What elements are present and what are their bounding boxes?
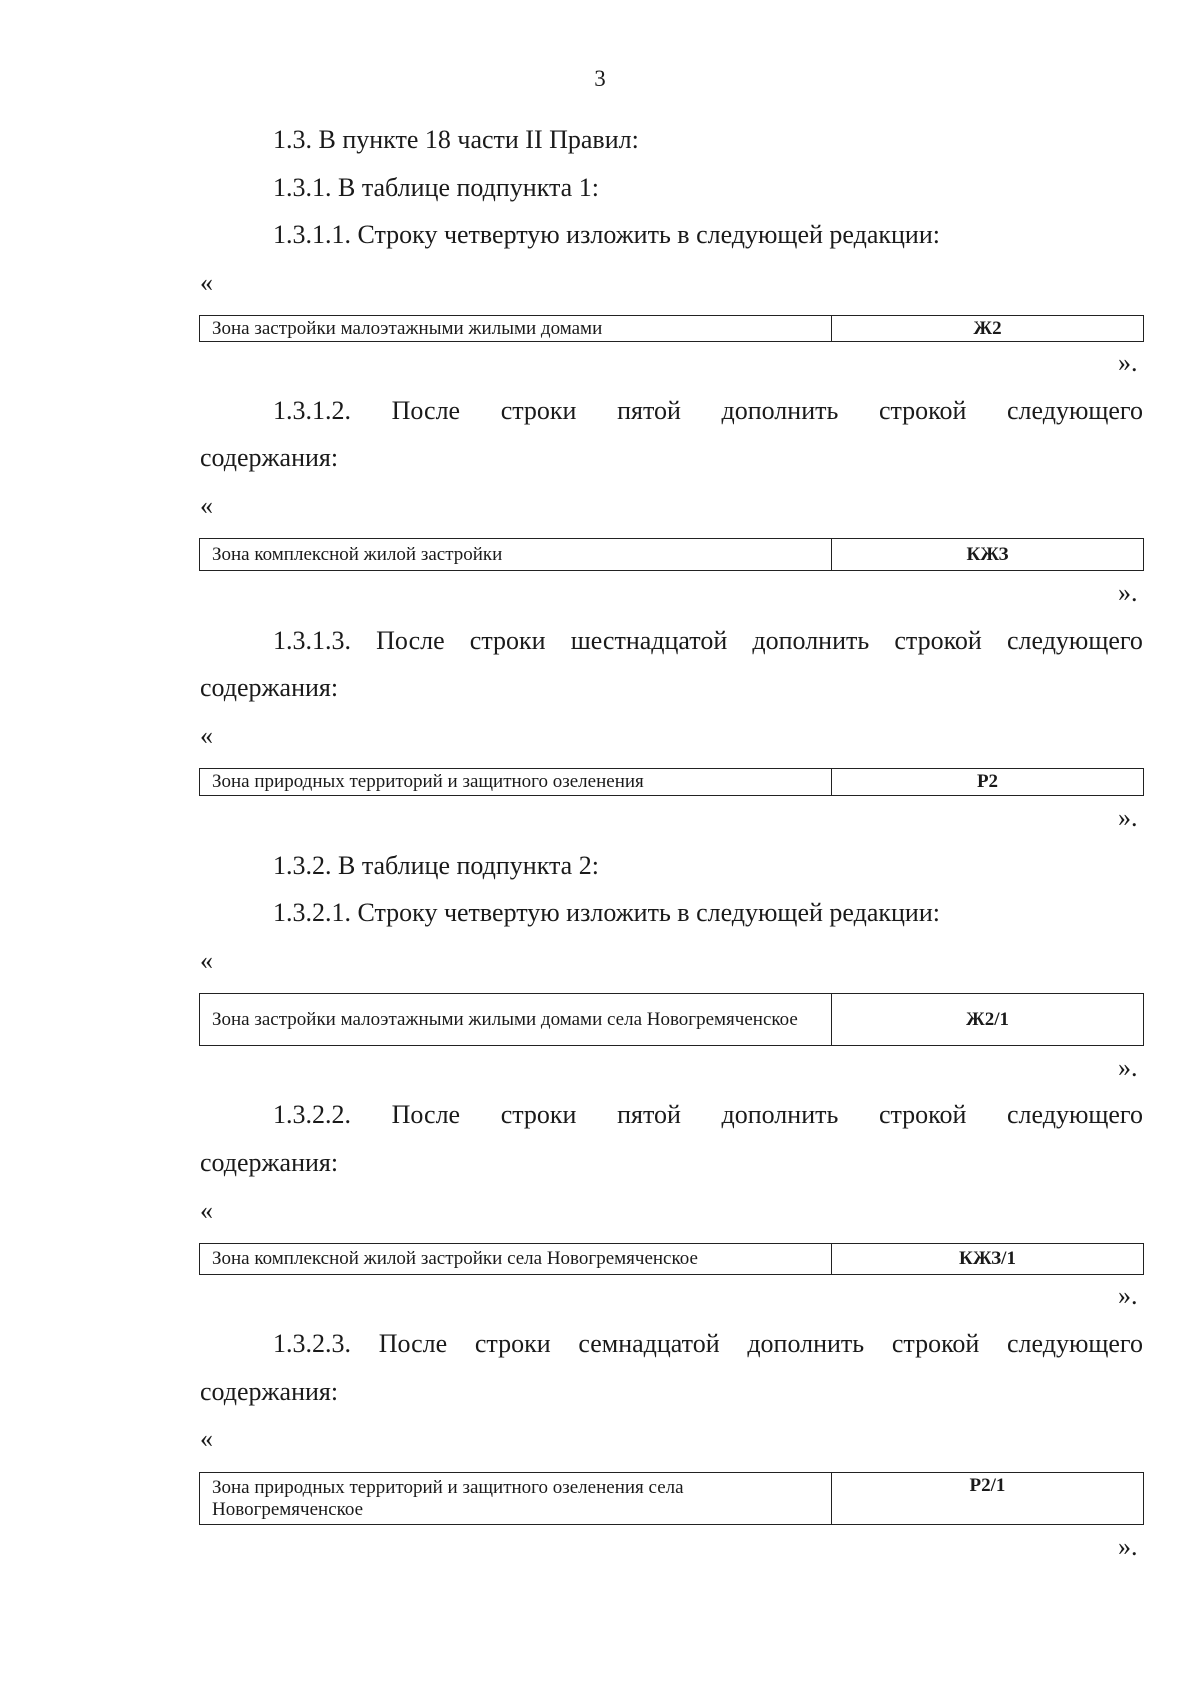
word: строкой (878, 396, 967, 425)
zone-code-cell: Ж2 (973, 317, 1002, 339)
quote-open: « (200, 946, 213, 975)
zone-table-kzhz-1 (199, 1243, 1144, 1275)
word: дополнить (747, 1329, 865, 1358)
word: строкой (891, 1329, 980, 1358)
zone-name-cell: Зона комплексной жилой застройки (200, 539, 832, 570)
zone-name-cell: Зона застройки малоэтажными жилыми домами (200, 316, 832, 341)
word: 1.3.1.3. (273, 626, 351, 655)
zone-table-r2 (199, 768, 1144, 796)
zone-name-cell: Зона застройки малоэтажными жилыми домами села Новогремяченское (200, 994, 832, 1045)
paragraph-1-3-1-3-cont: содержания: (200, 673, 339, 702)
word: строки (500, 1100, 577, 1129)
quote-close: ». (1118, 1532, 1138, 1561)
zone-code-cell: КЖЗ (966, 543, 1009, 565)
word: После (376, 626, 445, 655)
quote-open: « (200, 1424, 213, 1453)
paragraph-1-3-1: 1.3.1. В таблице подпункта 1: (273, 173, 599, 202)
word: 1.3.1.2. (273, 396, 351, 425)
word: пятой (617, 396, 681, 425)
paragraph-1-3: 1.3. В пункте 18 части II Правил: (273, 125, 639, 154)
paragraph-1-3-1-2-cont: содержания: (200, 443, 339, 472)
paragraph-1-3-2-3 (273, 1329, 1143, 1359)
quote-open: « (200, 1196, 213, 1225)
quote-close: ». (1118, 1281, 1138, 1310)
zone-table-r2-1 (199, 1472, 1144, 1525)
word: После (378, 1329, 448, 1358)
zone-code-cell: КЖЗ/1 (959, 1248, 1016, 1269)
zone-table-kzhz (199, 538, 1144, 571)
word: строкой (894, 626, 982, 655)
page-number: 3 (594, 66, 606, 91)
quote-close: ». (1118, 1053, 1138, 1082)
zone-code-cell: Р2 (976, 771, 999, 792)
word: шестнадцатой (570, 626, 728, 655)
zone-table-zh2 (199, 315, 1144, 342)
quote-close: ». (1118, 348, 1138, 377)
word: 1.3.2.3. (273, 1329, 351, 1358)
quote-open: « (200, 491, 213, 520)
word: строки (500, 396, 577, 425)
paragraph-1-3-1-3 (273, 626, 1143, 656)
word: строки (469, 626, 546, 655)
zone-name-cell: Зона комплексной жилой застройки села Новогремяченское (200, 1244, 832, 1274)
zone-code-cell: Ж2/1 (965, 1008, 1010, 1030)
quote-close: ». (1118, 803, 1138, 832)
word: следующего (1007, 1100, 1143, 1129)
zone-name-cell: Зона природных территорий и защитного озеленения села Новогремяченское (200, 1473, 832, 1524)
quote-open: « (200, 268, 213, 297)
word: дополнить (721, 1100, 839, 1129)
paragraph-1-3-2-3-cont: содержания: (200, 1377, 339, 1406)
word: следующего (1007, 1329, 1143, 1358)
word: дополнить (721, 396, 839, 425)
paragraph-1-3-2: 1.3.2. В таблице подпункта 2: (273, 851, 599, 880)
zone-name-cell: Зона природных территорий и защитного озеленения (200, 769, 832, 795)
word: следующего (1007, 396, 1143, 425)
zone-table-zh2-1 (199, 993, 1144, 1046)
paragraph-1-3-2-1: 1.3.2.1. Строку четвертую изложить в следующей редакции: (273, 898, 940, 927)
quote-open: « (200, 721, 213, 750)
word: После (391, 396, 461, 425)
paragraph-1-3-1-1: 1.3.1.1. Строку четвертую изложить в следующей редакции: (273, 220, 940, 249)
word: 1.3.2.2. (273, 1100, 351, 1129)
paragraph-1-3-2-2-cont: содержания: (200, 1148, 339, 1177)
word: следующего (1006, 626, 1143, 655)
word: После (391, 1100, 461, 1129)
quote-close: ». (1118, 578, 1138, 607)
word: семнадцатой (578, 1329, 720, 1358)
word: дополнить (752, 626, 870, 655)
word: пятой (617, 1100, 681, 1129)
zone-code-cell: Р2/1 (969, 1475, 1006, 1496)
paragraph-1-3-1-2 (273, 396, 1143, 426)
word: строкой (878, 1100, 967, 1129)
paragraph-1-3-2-2 (273, 1100, 1143, 1130)
word: строки (474, 1329, 551, 1358)
